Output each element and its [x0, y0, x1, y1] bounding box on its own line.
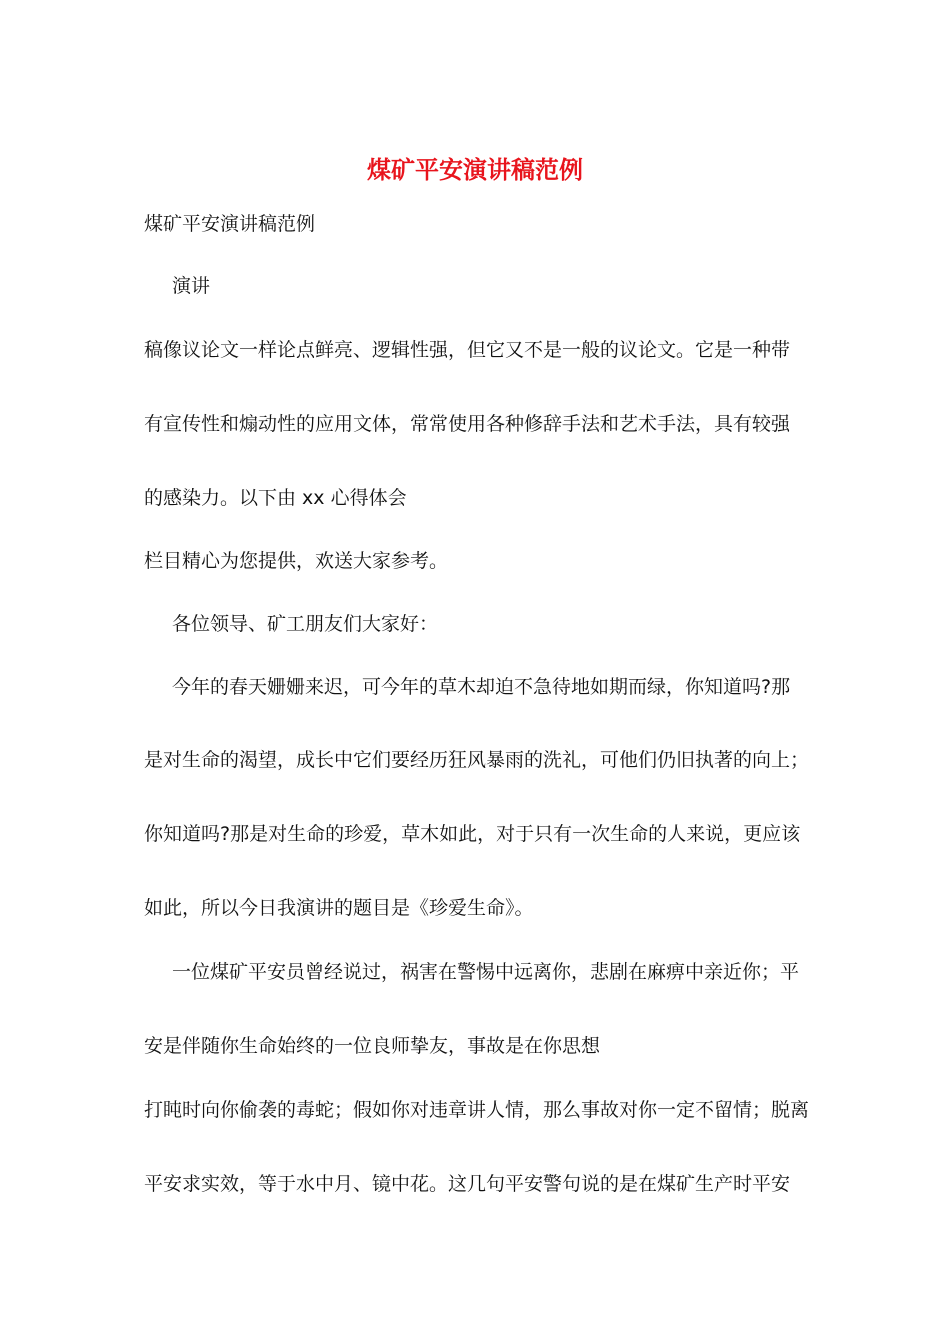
body-line: 稿像议论文一样论点鲜亮、逻辑性强，但它又不是一般的议论文。它是一种带	[144, 339, 791, 361]
body-line: 如此，所以今日我演讲的题目是《珍爱生命》。	[144, 897, 534, 919]
body-line: 栏目精心为您提供，欢送大家参考。	[144, 550, 449, 572]
body-line: 的感染力。以下由 xx 心得体会	[144, 487, 407, 509]
body-line: 各位领导、矿工朋友们大家好：	[172, 613, 439, 635]
body-line: 是对生命的渴望，成长中它们要经历狂风暴雨的洗礼，可他们仍旧执著的向上；	[144, 749, 810, 771]
body-line: 打盹时向你偷袭的毒蛇；假如你对违章讲人情，那么事故对你一定不留情；脱离	[144, 1099, 810, 1121]
body-line: 有宣传性和煽动性的应用文体，常常使用各种修辞手法和艺术手法，具有较强	[144, 413, 791, 435]
body-line: 今年的春天姗姗来迟，可今年的草木却迫不急待地如期而绿，你知道吗?那	[172, 676, 791, 698]
document-title: 煤矿平安演讲稿范例	[367, 155, 583, 184]
body-line: 一位煤矿平安员曾经说过，祸害在警惕中远离你，悲剧在麻痹中亲近你；平	[172, 961, 800, 983]
body-line: 安是伴随你生命始终的一位良师挚友，事故是在你思想	[144, 1035, 601, 1057]
body-line: 你知道吗?那是对生命的珍爱，草木如此，对于只有一次生命的人来说，更应该	[144, 823, 801, 845]
body-line: 平安求实效，等于水中月、镜中花。这几句平安警句说的是在煤矿生产时平安	[144, 1173, 791, 1195]
body-line: 煤矿平安演讲稿范例	[144, 213, 316, 235]
body-line: 演讲	[172, 275, 211, 297]
